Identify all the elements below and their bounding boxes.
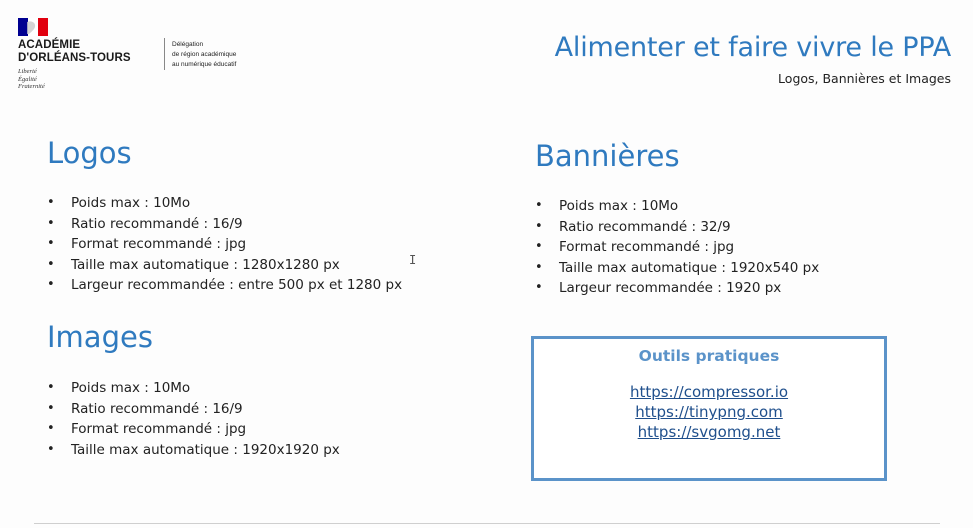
list-item-text: Largeur recommandée : entre 500 px et 1280 px: [71, 277, 403, 293]
images-list: [47, 378, 340, 460]
list-item: [535, 278, 819, 299]
bullet-icon: •: [535, 218, 543, 234]
list-item: [535, 237, 819, 258]
republic-motto: [18, 68, 45, 91]
academie-line-2: D'ORLÉANS-TOURS: [18, 51, 131, 64]
list-item-text: Format recommandé : jpg: [71, 236, 247, 252]
list-item-text: Poids max : 10Mo: [71, 380, 191, 396]
list-item-text: Format recommandé : jpg: [559, 239, 735, 255]
list-item-text: Ratio recommandé : 32/9: [559, 218, 731, 235]
bullet-icon: •: [47, 380, 55, 395]
list-item: [47, 193, 402, 214]
motto-egalite: Égalité: [18, 75, 37, 83]
list-item-text: Format recommandé : jpg: [71, 421, 247, 437]
link-tinypng[interactable]: https://tinypng.com: [635, 403, 783, 421]
list-item: [47, 440, 340, 461]
logos-heading: Logos: [47, 136, 132, 170]
images-heading: Images: [47, 320, 153, 354]
list-item: [535, 217, 819, 238]
bullet-icon: •: [535, 198, 543, 213]
list-item-text: Taille max automatique : 1920x1920 px: [71, 441, 340, 458]
delegation-line-3: au numérique éducatif: [172, 61, 237, 68]
motto-liberte: Liberté: [18, 68, 37, 75]
slide-title: Alimenter et faire vivre le PPA: [554, 32, 951, 63]
delegation-line-1: Délégation: [172, 41, 204, 48]
bannieres-heading: Bannières: [535, 139, 680, 173]
tools-box: [531, 336, 887, 481]
list-item: [535, 258, 819, 279]
bullet-icon: •: [47, 256, 55, 272]
bullet-icon: •: [47, 236, 55, 251]
list-item: [47, 255, 402, 276]
list-item: [47, 399, 340, 420]
list-item: [535, 196, 819, 217]
bannieres-list: [535, 196, 819, 299]
bottom-divider: [34, 523, 940, 524]
list-item-text: Poids max : 10Mo: [71, 195, 191, 211]
list-item-text: Largeur recommandée : 1920 px: [559, 280, 782, 296]
list-item: [47, 234, 402, 255]
bullet-icon: •: [47, 421, 55, 436]
list-item: [47, 214, 402, 235]
bullet-icon: •: [535, 239, 543, 254]
academie-line-1: ACADÉMIE: [18, 39, 81, 51]
bullet-icon: •: [535, 259, 543, 275]
list-item-text: Taille max automatique : 1920x540 px: [559, 259, 820, 276]
delegation-label: [172, 40, 236, 70]
list-item: [47, 378, 340, 399]
text-cursor-icon: I: [409, 253, 417, 267]
tools-title: Outils pratiques: [638, 347, 780, 365]
slide-subtitle: Logos, Bannières et Images: [778, 71, 951, 86]
bullet-icon: •: [47, 400, 55, 416]
marianne-logo-icon: [18, 18, 48, 36]
logo-divider: [164, 38, 165, 70]
list-item-text: Poids max : 10Mo: [559, 198, 679, 214]
bullet-icon: •: [47, 277, 55, 292]
academie-logo: [18, 18, 278, 98]
list-item-text: Taille max automatique : 1280x1280 px: [71, 256, 340, 273]
tools-links: [534, 382, 884, 442]
logos-list: [47, 193, 402, 296]
bullet-icon: •: [47, 195, 55, 210]
link-svgomg[interactable]: https://svgomg.net: [637, 423, 781, 441]
bullet-icon: •: [535, 280, 543, 295]
motto-fraternite: Fraternité: [18, 83, 45, 90]
bullet-icon: •: [47, 441, 55, 457]
list-item-text: Ratio recommandé : 16/9: [71, 215, 243, 232]
delegation-line-2: de région académique: [172, 51, 237, 58]
link-compressor[interactable]: https://compressor.io: [629, 383, 789, 401]
list-item: [47, 275, 402, 296]
bullet-icon: •: [47, 215, 55, 231]
academie-name: [18, 39, 131, 64]
list-item-text: Ratio recommandé : 16/9: [71, 400, 243, 417]
list-item: [47, 419, 340, 440]
